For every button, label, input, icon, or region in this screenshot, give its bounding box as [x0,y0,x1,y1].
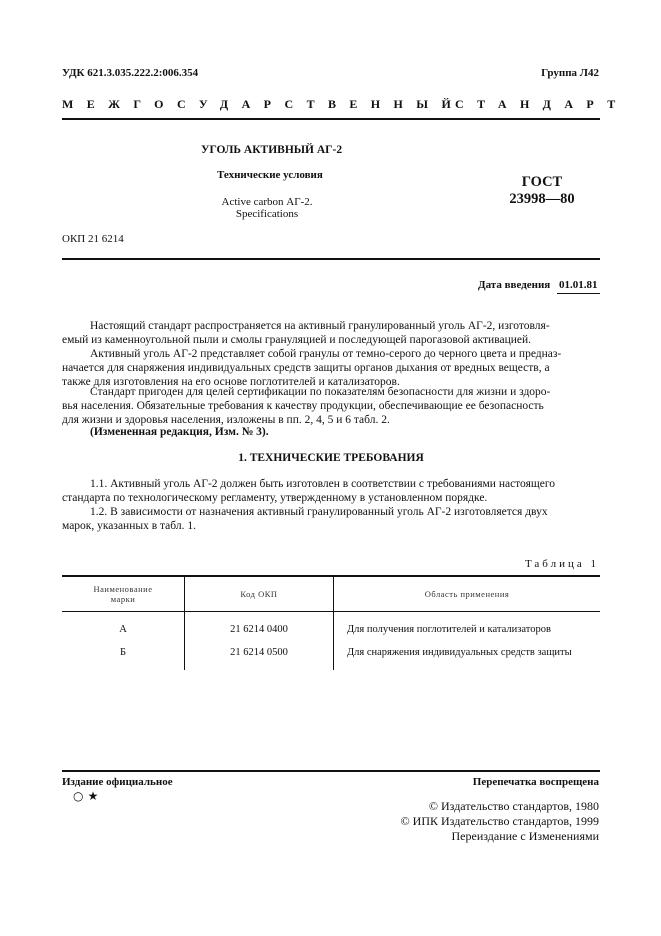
table-header-okp: Код ОКП [185,576,334,612]
intro-date-label: Дата введения [478,279,551,291]
header-text: марки [110,594,136,604]
standard-type-right: СТАНДАРТ [455,97,629,111]
official-edition: Издание официальное [62,776,173,788]
table-cell-usage: Для получения поглотителей и катализаторов [347,624,551,635]
circle-star-icon: ○ ★ [73,789,99,803]
group-code: Группа Л42 [541,67,599,79]
paragraph-line: 1.2. В зависимости от назначения активный гранулированный уголь АГ-2 изготовляется двух [90,506,548,518]
reprint-prohibited: Перепечатка воспрещена [472,776,599,788]
table-header-grade [62,576,185,612]
paragraph-line: Настоящий стандарт распространяется на активный гранулированный уголь АГ-2, изготовля- [90,320,550,332]
paragraph-line: марок, указанных в табл. 1. [62,520,196,532]
title-rule [62,258,600,260]
copyright-1980: © Издательство стандартов, 1980 [428,799,599,813]
table-header-usage: Область применения [334,576,601,612]
doc-subtitle: Технические условия [217,169,323,181]
paragraph-line: 1.1. Активный уголь АГ-2 должен быть изготовлен в соответствии с требованиями настоящего [90,478,556,490]
table-cell-okp: 21 6214 0400 [185,612,334,642]
gost-label: ГОСТ [521,174,563,190]
table-cell-grade: Б [119,647,127,658]
paragraph-certification [62,385,600,427]
header-rule [62,118,600,120]
copyright-1999: © ИПК Издательство стандартов, 1999 [400,814,599,828]
paragraph-line: для жизни и здоровья населения, изложены в пп. 2, 4, 5 и 6 табл. 2. [62,414,390,426]
clause-1-1 [62,477,600,505]
table-row [62,641,600,670]
standard-type-left: МЕЖГОСУДАРСТВЕННЫЙ [62,97,465,111]
amendment-note [62,425,600,439]
paragraph-line: емый из каменноугольной пыли и смолы грануляцией и последующей парогазовой активацией. [62,334,532,346]
paragraph-scope [62,319,600,347]
paragraph-line: также для изготовления на его основе поглотителей и катализаторов. [62,376,400,388]
header-text: Наименование [93,584,153,594]
table-header-row [62,576,600,612]
okp-code: ОКП 21 6214 [62,233,124,245]
paragraph-line: Активный уголь АГ-2 представляет собой гранулы от темно-серого до черного цвета и предназ- [90,348,562,360]
footer-rule [62,770,600,772]
paragraph-line: Стандарт пригоден для целей сертификации по показателям безопасности для жизни и здоро- [90,386,551,398]
table-cell-okp: 21 6214 0500 [185,641,334,670]
table-row [62,612,600,642]
paragraph-line: стандарта по технологическому регламенту, утвержденному в установленном порядке. [62,492,488,504]
clause-1-2 [62,505,600,533]
paragraph-line: (Измененная редакция, Изм. № 3). [90,426,269,438]
gost-number: 23998—80 [509,191,575,207]
intro-date-value: 01.01.81 [559,279,598,291]
intro-date-underline [557,293,600,294]
udk-code: УДК 621.3.035.222.2:006.354 [62,67,199,79]
table-caption: Таблица 1 [524,558,599,570]
section-1-title: 1. ТЕХНИЧЕСКИЕ ТРЕБОВАНИЯ [238,452,424,464]
table-cell-usage: Для снаряжения индивидуальных средств защиты [347,647,572,658]
table-cell-grade: А [119,624,127,635]
english-title-line1: Active carbon АГ-2. [221,196,313,208]
paragraph-line: начается для снаряжения индивидуальных средств защиты органов дыхания от вредных веществ, а [62,362,550,374]
grades-table [62,575,600,670]
english-title-line2: Specifications [235,208,299,220]
doc-title: УГОЛЬ АКТИВНЫЙ АГ-2 [201,144,343,156]
paragraph-description [62,347,600,389]
reissue-note: Переиздание с Изменениями [451,829,599,843]
paragraph-line: вья населения. Обязательные требования к качеству продукции, обеспечивающие ее безопасность [62,400,544,412]
